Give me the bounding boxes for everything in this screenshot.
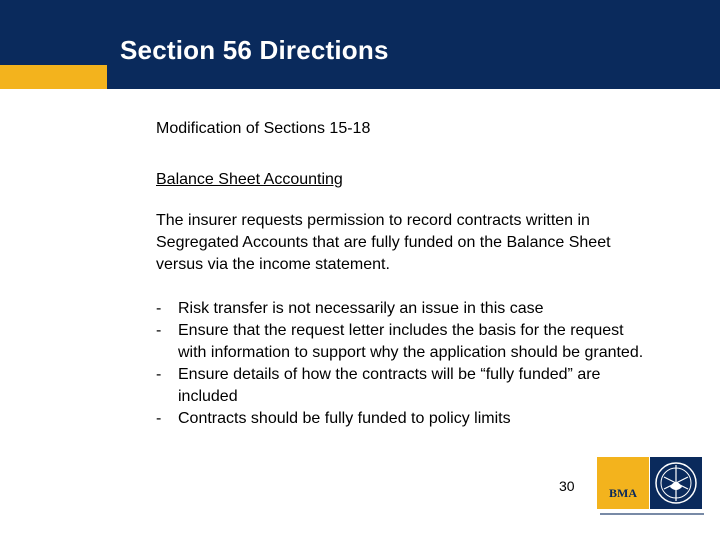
- paragraph-line: versus via the income statement.: [156, 256, 390, 273]
- page-number: 30: [559, 478, 575, 494]
- subheading: Modification of Sections 15-18: [156, 120, 371, 137]
- bullet-dash: -: [156, 366, 162, 383]
- bullet-text: Ensure details of how the contracts will be “fully funded” are: [178, 366, 601, 383]
- bullet-dash: -: [156, 410, 162, 427]
- bullet-text: Ensure that the request letter includes the basis for the request: [178, 322, 624, 339]
- bullet-dash: -: [156, 300, 162, 317]
- bullet-list: [156, 298, 696, 430]
- bullet-item: [156, 364, 696, 408]
- bullet-text: Contracts should be fully funded to policy limits: [178, 410, 511, 427]
- paragraph-line: The insurer requests permission to record contracts written in: [156, 212, 590, 229]
- bullet-text: included: [178, 388, 238, 405]
- logo-caption-image: [600, 511, 704, 517]
- bullet-dash: -: [156, 322, 162, 339]
- paragraph-line: Segregated Accounts that are fully funded on the Balance Sheet: [156, 234, 611, 251]
- bma-logo: [597, 457, 649, 509]
- bullet-item: [156, 320, 696, 364]
- slide-content: [156, 118, 696, 430]
- bullet-text: Risk transfer is not necessarily an issue in this case: [178, 300, 544, 317]
- slide-title: Section 56 Directions: [120, 35, 389, 65]
- body-paragraph: [156, 210, 696, 276]
- bullet-item: [156, 408, 696, 430]
- bullet-text: with information to support why the application should be granted.: [178, 344, 644, 361]
- header-accent-bar: [0, 65, 107, 89]
- bullet-item: [156, 298, 696, 320]
- bma-logo-text: BMA: [609, 486, 637, 500]
- seal-emblem-icon: [650, 457, 702, 509]
- topic-link[interactable]: Balance Sheet Accounting: [156, 171, 343, 188]
- seal-icon: [650, 457, 702, 509]
